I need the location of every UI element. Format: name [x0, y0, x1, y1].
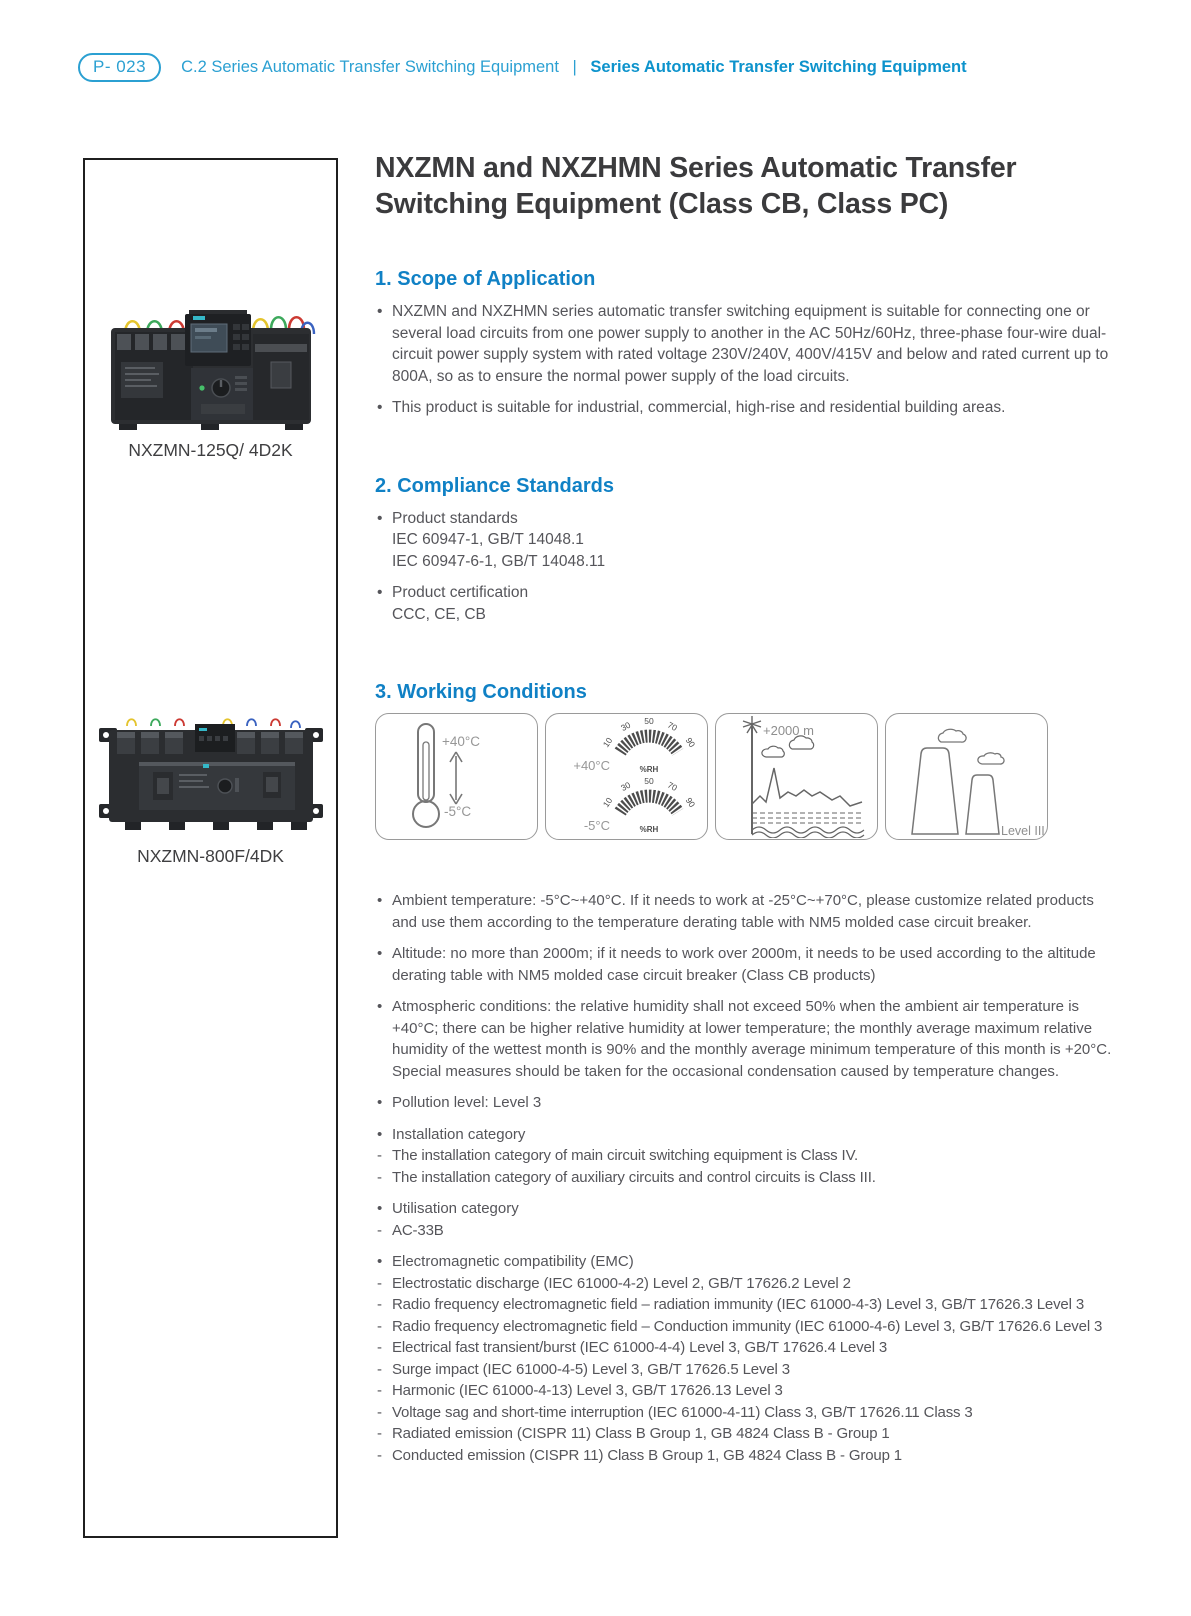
page-title: NXZMN and NXZHMN Series Automatic Transfer Switching Equipment (Class CB, Class PC): [375, 152, 1017, 220]
wc-installation-main: - The installation category of main circuit switching equipment is Class IV.: [375, 1145, 1112, 1167]
wc-emc-line: - Electrical fast transient/burst (IEC 61000-4-4) Level 3, GB/T 17626.4 Level 3: [375, 1337, 1112, 1359]
section-heading-compliance: 2. Compliance Standards: [375, 474, 614, 497]
product-photo-nxzmn-800f: [85, 700, 336, 842]
scope-bullet: • This product is suitable for industrial, commercial, high-rise and residential building areas.: [375, 397, 1112, 419]
working-conditions-list: [375, 890, 1112, 1466]
page-number-badge: P- 023: [78, 53, 161, 82]
compliance-bullet: • Product certification: [375, 582, 1112, 604]
main-content: [375, 150, 1112, 1476]
wc-altitude: • Altitude: no more than 2000m; if it needs to work over 2000m, it needs to be used according to the altitude derating table with NM5 molded case circuit breaker (Class CB products): [375, 943, 1112, 986]
compliance-bullet: • Product standards: [375, 508, 1112, 530]
svg-text:+40°C: +40°C: [573, 758, 610, 773]
altitude-icon: [715, 713, 878, 840]
product-caption: NXZMN-125Q/ 4D2K: [128, 440, 293, 460]
svg-text:90: 90: [683, 735, 698, 750]
wc-utilisation-value: - AC-33B: [375, 1220, 1112, 1242]
svg-text:70: 70: [665, 779, 679, 793]
wc-pollution-level: • Pollution level: Level 3: [375, 1092, 1112, 1114]
wc-emc-line: - Electrostatic discharge (IEC 61000-4-2) Level 2, GB/T 17626.2 Level 2: [375, 1273, 1112, 1295]
svg-text:70: 70: [665, 719, 679, 733]
product-caption: NXZMN-800F/4DK: [137, 846, 284, 866]
compliance-standard-line: IEC 60947-6-1, GB/T 14048.11: [392, 552, 606, 570]
wc-utilisation-category: • Utilisation category: [375, 1198, 1112, 1220]
svg-text:30: 30: [619, 719, 633, 733]
wc-emc: • Electromagnetic compatibility (EMC): [375, 1251, 1112, 1273]
svg-text:50: 50: [644, 716, 654, 726]
humidity-gauge-icon: [545, 713, 708, 840]
wc-emc-line: - Radio frequency electromagnetic field – Conduction immunity (IEC 61000-4-6) Level 3, GB/T 17626.6 Level 3: [375, 1316, 1112, 1338]
svg-text:-5°C: -5°C: [444, 804, 472, 819]
wc-ambient-temperature: • Ambient temperature: -5°C~+40°C. If it needs to work at -25°C~+70°C, please customize related products and use them according to the temperature derating table with NM5 molded case circuit breaker.: [375, 890, 1112, 933]
wc-emc-line: - Radiated emission (CISPR 11) Class B Group 1, GB 4824 Class B - Group 1: [375, 1423, 1112, 1445]
compliance-standard-line: IEC 60947-1, GB/T 14048.1: [392, 531, 584, 548]
wc-emc-line: - Surge impact (IEC 61000-4-5) Level 3, GB/T 17626.5 Level 3: [375, 1359, 1112, 1381]
breadcrumb-series: Series Automatic Transfer Switching Equipment: [590, 58, 967, 76]
wc-emc-line: - Voltage sag and short-time interruption (IEC 61000-4-11) Class 3, GB/T 17626.11 Class 3: [375, 1402, 1112, 1424]
scope-bullet: • NXZMN and NXZHMN series automatic transfer switching equipment is suitable for connecting one or several load circuits from one power supply to another in the AC 50Hz/60Hz, three-phase four-wire dual-circuit power supply system with rated voltage 230V/240V, 400V/415V and below and rated current up to 800A, so as to ensure the normal power supply of the load circuits.: [375, 301, 1112, 387]
svg-text:+40°C: +40°C: [442, 734, 481, 749]
svg-text:%RH: %RH: [639, 825, 659, 834]
breadcrumb-section: C.2 Series Automatic Transfer Switching Equipment: [181, 58, 559, 76]
svg-text:30: 30: [619, 779, 633, 793]
page-header: [78, 53, 967, 82]
product-image-panel: [83, 158, 338, 1538]
wc-atmospheric-conditions: • Atmospheric conditions: the relative humidity shall not exceed 50% when the ambient air temperature is +40°C; there can be higher relative humidity at lower temperature; the monthly average maximum relative humidity of the wettest month is 90% and the monthly average minimum temperature of this month is +20°C. Special measures should be taken for the occasional condensation caused by temperature changes.: [375, 996, 1112, 1082]
svg-text:+2000 m: +2000 m: [763, 723, 814, 738]
section-heading-working-conditions: 3. Working Conditions: [375, 681, 587, 703]
ats-device-illustration: [95, 700, 327, 842]
breadcrumb: [181, 58, 967, 77]
wc-emc-line: - Conducted emission (CISPR 11) Class B Group 1, GB 4824 Class B - Group 1: [375, 1445, 1112, 1467]
working-conditions-icons: [375, 713, 1112, 840]
svg-text:%RH: %RH: [639, 765, 659, 774]
ats-device-illustration: [105, 284, 317, 436]
pollution-level-icon: [885, 713, 1048, 840]
svg-text:-5°C: -5°C: [583, 818, 610, 833]
section-heading-scope: 1. Scope of Application: [375, 268, 596, 290]
svg-text:90: 90: [683, 795, 698, 810]
temperature-range-icon: [375, 713, 538, 840]
breadcrumb-separator: |: [572, 58, 577, 76]
wc-emc-line: - Harmonic (IEC 61000-4-13) Level 3, GB/T 17626.13 Level 3: [375, 1380, 1112, 1402]
wc-installation-category: • Installation category: [375, 1124, 1112, 1146]
wc-installation-auxiliary: - The installation category of auxiliary circuits and control circuits is Class III.: [375, 1167, 1112, 1189]
product-photo-nxzmn-125q: [85, 284, 336, 436]
svg-text:50: 50: [644, 776, 654, 786]
wc-emc-line: - Radio frequency electromagnetic field – radiation immunity (IEC 61000-4-3) Level 3, GB/T 17626.3 Level 3: [375, 1294, 1112, 1316]
svg-text:10: 10: [600, 795, 615, 810]
svg-text:Level III: Level III: [1001, 824, 1045, 838]
svg-text:10: 10: [600, 735, 615, 750]
compliance-certification-line: CCC, CE, CB: [392, 605, 486, 623]
